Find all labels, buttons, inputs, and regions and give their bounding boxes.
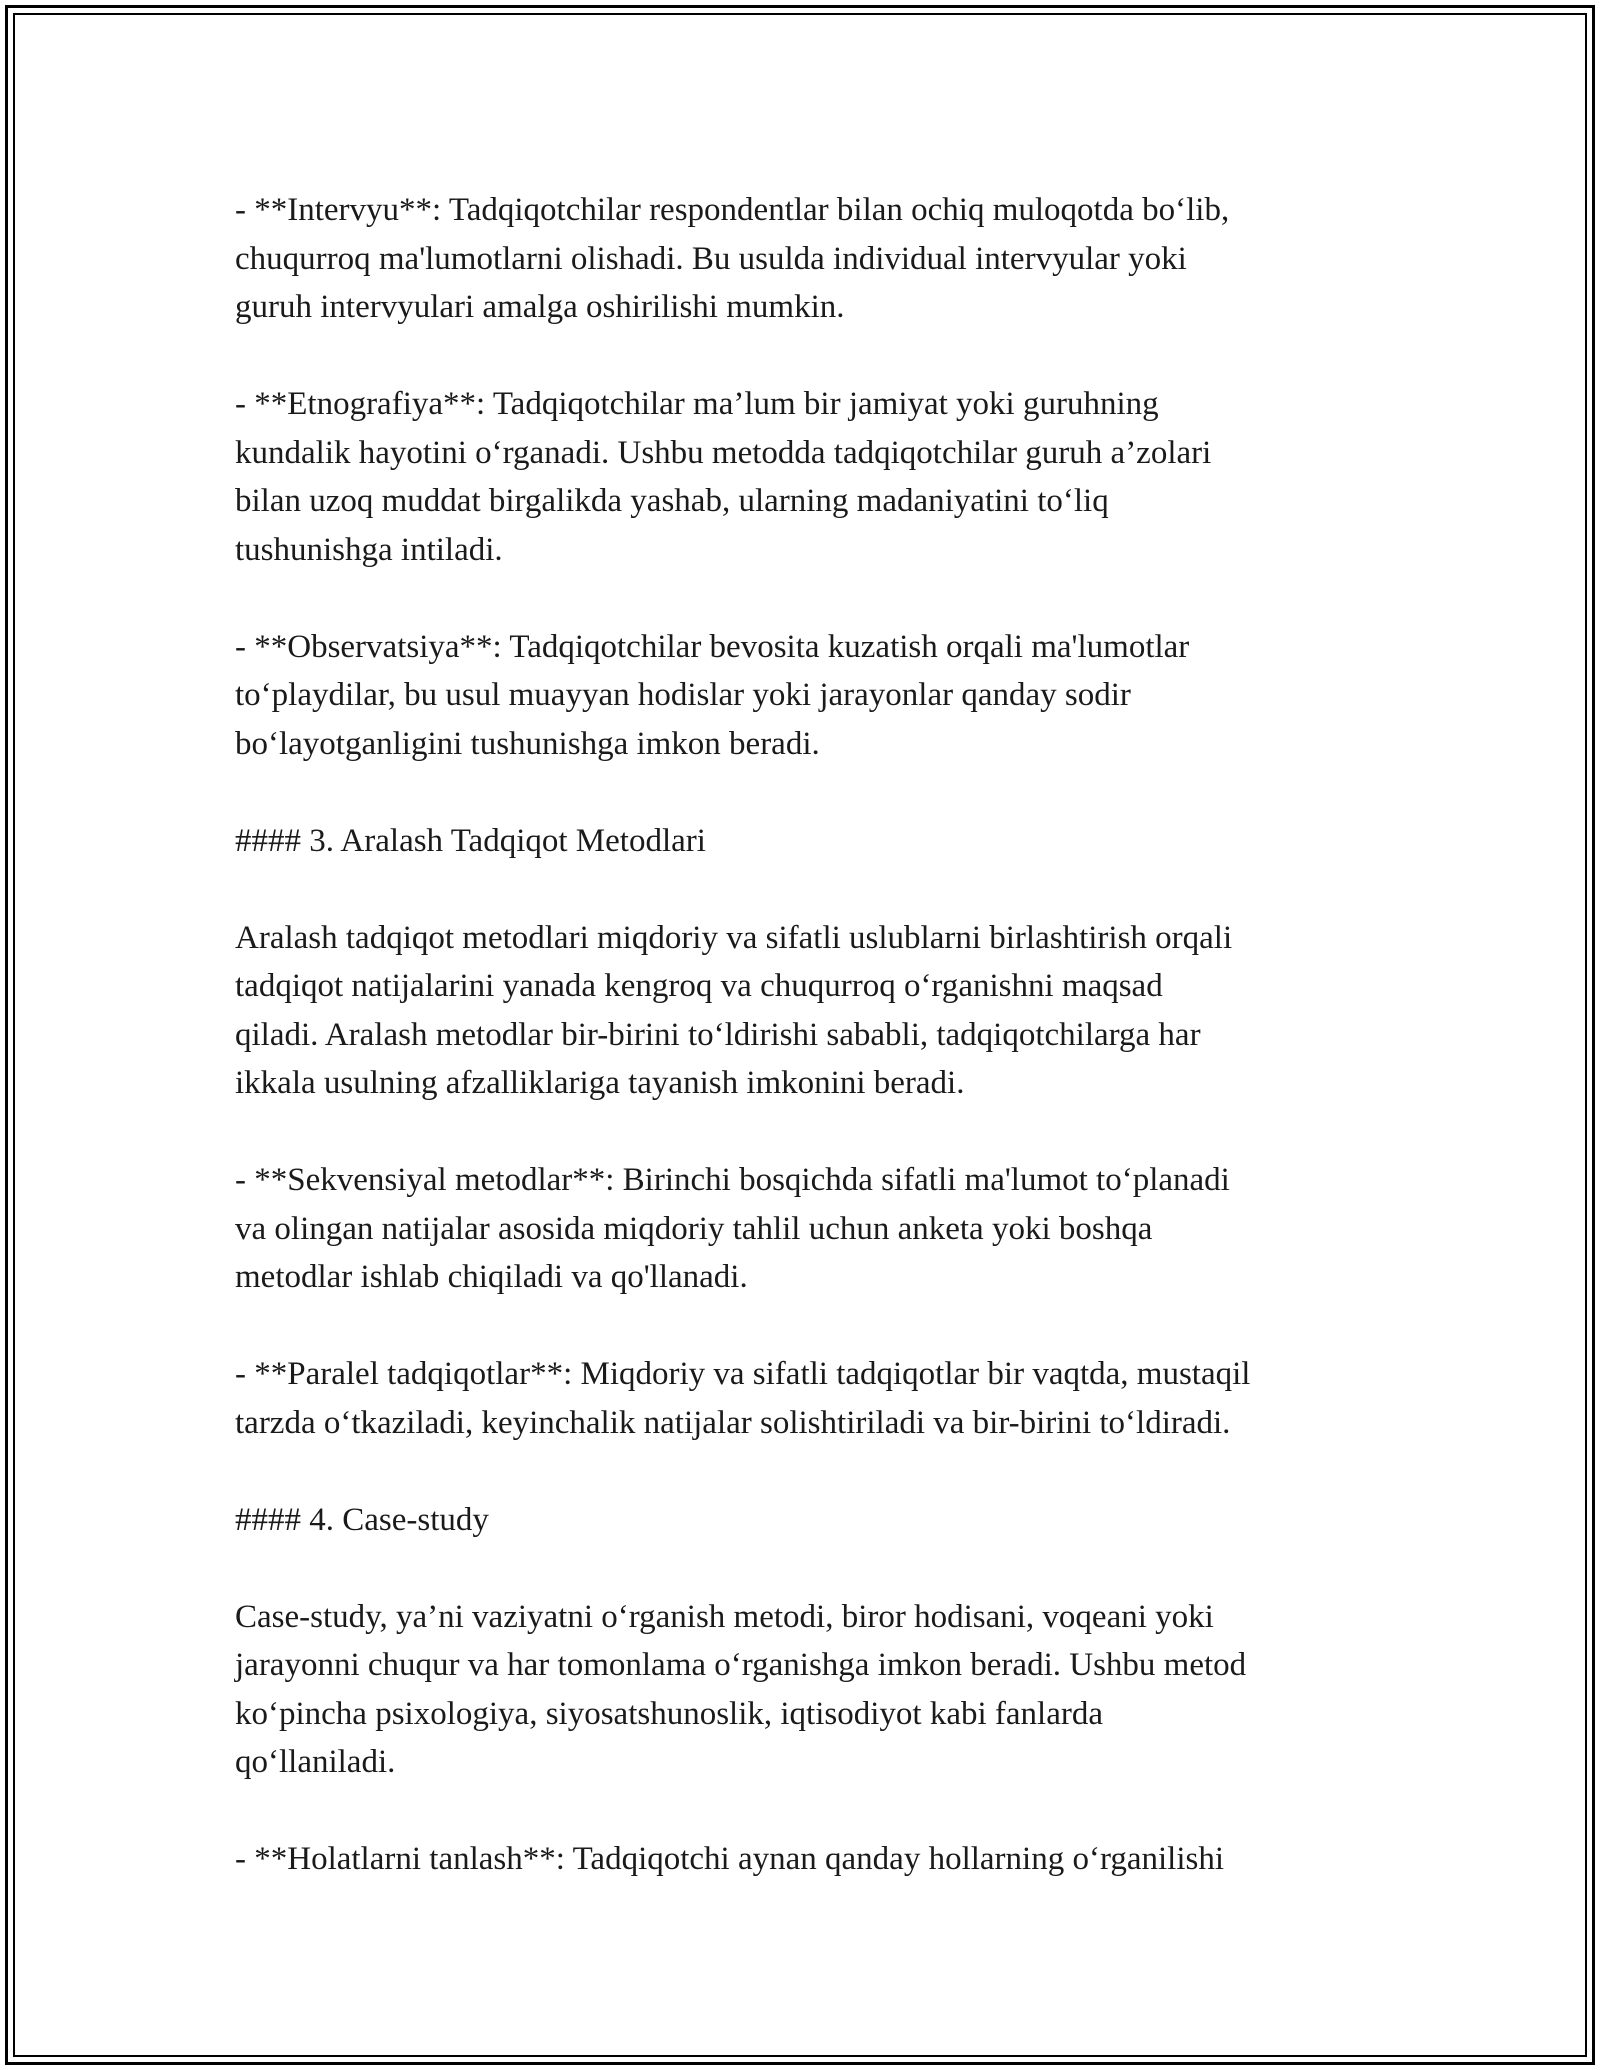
paragraph-sekvensiyal: - **Sekvensiyal metodlar**: Birinchi bosqichda sifatli ma'lumot to‘planadi va olingan natijalar asosida miqdoriy tahlil uchun anketa yoki boshqa metodlar ishlab chiqiladi va qo'llanadi. [235,1162,1230,1295]
paragraph-aralash-intro: Aralash tadqiqot metodlari miqdoriy va sifatli uslublarni birlashtirish orqali tadqiqot natijalarini yanada kengroq va chuqurroq o‘rganishni maqsad qiladi. Aralash metodlar bir-birini to‘ldirishi sababli, tadqiqotchilarga har ikkala usulning afzalliklariga tayanish imkonini beradi. [235,919,1233,1101]
paragraph-intervyu: - **Intervyu**: Tadqiqotchilar respondentlar bilan ochiq muloqotda bo‘lib, chuqurroq ma'lumotlarni olishadi. Bu usulda individual intervyular yoki guruh intervyulari amalga oshirilishi mumkin. [235,192,1230,325]
paragraph-paralel: - **Paralel tadqiqotlar**: Miqdoriy va sifatli tadqiqotlar bir vaqtda, mustaqil tarzda o‘tkaziladi, keyinchalik natijalar solishtiriladi va bir-birini to‘ldiradi. [235,1356,1251,1441]
document-body [235,186,1395,1884]
heading-aralash-metodlari: #### 3. Aralash Tadqiqot Metodlari [235,822,706,859]
paragraph-case-study-intro: Case-study, ya’ni vaziyatni o‘rganish metodi, biror hodisani, voqeani yoki jarayonni chuqur va har tomonlama o‘rganishga imkon beradi. Ushbu metod ko‘pincha psixologiya, siyosatshunoslik, iqtisodiyot kabi fanlarda qo‘llaniladi. [235,1598,1247,1780]
paragraph-observatsiya: - **Observatsiya**: Tadqiqotchilar bevosita kuzatish orqali ma'lumotlar to‘playdilar, bu usul muayyan hodislar yoki jarayonlar qanday sodir bo‘layotganligini tushunishga imkon beradi. [235,628,1190,762]
heading-case-study: #### 4. Case-study [235,1501,489,1538]
paragraph-etnografiya: - **Etnografiya**: Tadqiqotchilar ma’lum bir jamiyat yoki guruhning kundalik hayotini o‘rganadi. Ushbu metodda tadqiqotchilar guruh a’zolari bilan uzoq muddat birgalikda yashab, ularning madaniyatini to‘liq tushunishga intiladi. [235,386,1212,568]
paragraph-holatlarni-tanlash: - **Holatlarni tanlash**: Tadqiqotchi aynan qanday hollarning o‘rganilishi [235,1841,1225,1877]
